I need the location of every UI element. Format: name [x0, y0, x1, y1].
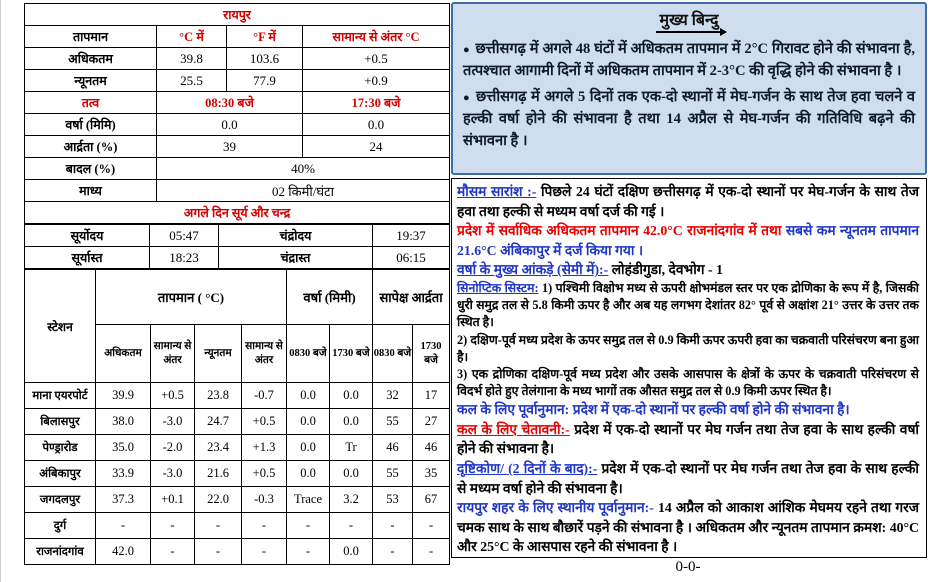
value-cell: 17 [413, 383, 450, 409]
synoptic-item-3: 3) एक द्रोणिका दक्षिण-पूर्व मध्य प्रदेश और उसके आसपास के क्षेत्रों के ऊपर के चक्रवाती परिसंचरण से विदर्भ होते हुए तेलंगाना के मध्य भागों तक औसत समुद्र तल से 0.9 किमी ऊपर स्थित है। [457, 366, 919, 399]
value-cell: +0.5 [303, 48, 450, 70]
local-forecast-paragraph [457, 498, 919, 557]
value-cell: 39 [157, 136, 303, 158]
value-cell: +0.5 [151, 383, 195, 409]
value-cell: +1.3 [242, 435, 287, 461]
value-cell: 0.0 [303, 114, 450, 136]
outlook-body: प्रदेश में एक-दो स्थानों पर मेघ गर्जन तथा तेज हवा के साथ हल्की से मध्यम वर्षा होने की संभावना है। [457, 461, 919, 496]
value-cell: 0.0 [330, 539, 373, 565]
tomorrow-forecast-heading: कल के लिए पूर्वानुमान: [457, 402, 570, 418]
value-cell: 55 [373, 409, 413, 435]
value-cell: +0.5 [242, 461, 287, 487]
value-cell: -0.7 [242, 383, 287, 409]
station-name-cell: दुर्ग [25, 513, 96, 539]
value-cell: 35 [413, 461, 450, 487]
value-cell: +0.1 [151, 487, 195, 513]
outlook-heading: दृष्टिकोण/ (2 दिनों के बाद):- [457, 461, 598, 477]
left-tables-column [24, 3, 449, 565]
value-cell: 21.6 [195, 461, 242, 487]
value-cell: 42.0 [96, 539, 151, 565]
station-row [25, 383, 450, 409]
value-cell: - [373, 513, 413, 539]
station-row [25, 539, 450, 565]
row-label: वर्षा (मिमि) [25, 114, 157, 136]
value-cell: 0.0 [287, 409, 330, 435]
table-row [25, 26, 450, 48]
table-row [25, 92, 450, 114]
value-cell: - [287, 513, 330, 539]
value-cell: 24 [303, 136, 450, 158]
station-column-header: स्टेशन [25, 270, 96, 383]
cloud-value: 40% [157, 158, 450, 180]
row-label: न्यूनतम [25, 70, 157, 92]
temperature-group-header: तापमान ( °C) [96, 270, 287, 325]
station-observations-table [24, 269, 450, 565]
tomorrow-forecast-body: प्रदेश में एक-दो स्थानों पर हल्की वर्षा होने की संभावना है। [569, 402, 850, 418]
tomorrow-forecast-paragraph [457, 400, 919, 420]
key-points-title-wrap [463, 8, 915, 33]
city-title: रायपुर [25, 4, 450, 26]
value-cell: - [373, 539, 413, 565]
time-header-0830: 08:30 बजे [157, 92, 303, 114]
city-summary-table [24, 3, 450, 224]
value-cell: - [287, 539, 330, 565]
forecast-text-box [451, 178, 927, 575]
station-row [25, 513, 450, 539]
value-cell: 46 [413, 435, 450, 461]
value-cell: 3.2 [330, 487, 373, 513]
value-cell: - [413, 539, 450, 565]
value-cell: -3.0 [151, 461, 195, 487]
value-cell: 77.9 [227, 70, 303, 92]
weather-summary-heading: मौसम सारांश :- [457, 184, 537, 199]
station-name-cell: पेण्ड्रारोड [25, 435, 96, 461]
subheader-cell: 0830 बजे [373, 325, 413, 383]
table-row [25, 158, 450, 180]
synoptic-heading: सिनोप्टिक सिस्टम: [457, 280, 539, 295]
table-row [25, 48, 450, 70]
value-cell: 35.0 [96, 435, 151, 461]
table-row [25, 270, 450, 325]
table-row [25, 114, 450, 136]
row-label: माध्य [25, 180, 157, 202]
time-header-1730: 17:30 बजे [303, 92, 450, 114]
value-cell: 39.9 [96, 383, 151, 409]
station-name-cell: राजनांदगांव [25, 539, 96, 565]
value-cell: - [330, 513, 373, 539]
key-points-box [451, 2, 927, 175]
departure-header: सामान्य से अंतर °C [303, 26, 450, 48]
table-row [25, 225, 450, 247]
value-cell: - [96, 513, 151, 539]
station-row [25, 487, 450, 513]
row-label: आर्द्रता (%) [25, 136, 157, 158]
value-cell: 24.7 [195, 409, 242, 435]
weather-summary-paragraph [457, 182, 919, 221]
station-name-cell: जगदलपुर [25, 487, 96, 513]
key-point-item: ● छत्तीसगढ़ में अगले 48 घंटों में अधिकतम तापमान में 2°C गिरावट होने की संभावना है, तत्पश्चात आगामी दिनों में अधिकतम तापमान में 2-3°C की वृद्धि होने की संभावना है । [463, 39, 915, 83]
warning-heading: कल के लिए चेतावनी:- [457, 421, 570, 437]
value-cell: -3.0 [151, 409, 195, 435]
rainfall-figures-paragraph [457, 260, 919, 280]
moonset-value: 06:15 [373, 247, 450, 269]
weather-summary-body: पिछले 24 घंटों दक्षिण छत्तीसगढ़ में एक-दो स्थानों पर मेघ-गर्जन के साथ तेज हवा तथा हल्की से मध्यम वर्षा दर्ज की गई । [457, 184, 919, 219]
value-cell: Trace [287, 487, 330, 513]
value-cell: 33.9 [96, 461, 151, 487]
sun-moon-table [24, 224, 450, 269]
value-cell: - [242, 539, 287, 565]
value-cell: 103.6 [227, 48, 303, 70]
table-row [25, 70, 450, 92]
synoptic-item-1: 1) पश्चिमी विक्षोभ मध्य से ऊपरी क्षोभमंडल स्तर पर एक द्रोणिका के रूप में है, जिसकी धुरी समुद्र तल से 5.8 किमी ऊपर है और अब यह लगभग देशांतर 82° पूर्व से अक्षांश 21° उत्तर के उत्तर तक स्थित है। [457, 280, 919, 330]
max-temp-statement: प्रदेश में सर्वाधिक अधिकतम तापमान 42.0°C राजनांदगांव में तथा [457, 223, 786, 239]
sunset-value: 18:23 [150, 247, 219, 269]
value-cell: +0.5 [242, 409, 287, 435]
station-name-cell: माना एयरपोर्ट [25, 383, 96, 409]
sunset-label: सूर्यास्त [25, 247, 150, 269]
value-cell: - [195, 539, 242, 565]
table-row [25, 4, 450, 26]
value-cell: -0.3 [242, 487, 287, 513]
value-cell: Tr [330, 435, 373, 461]
value-cell: 0.0 [287, 461, 330, 487]
value-cell: 39.8 [157, 48, 227, 70]
table-row [25, 202, 450, 224]
table-row [25, 247, 450, 269]
value-cell: - [151, 539, 195, 565]
value-cell: 0.0 [330, 409, 373, 435]
rainfall-figures-heading: वर्षा के मुख्य आंकड़े (सेमी में):- [457, 262, 609, 278]
station-row [25, 461, 450, 487]
humidity-group-header: सापेक्ष आर्द्रता [373, 270, 450, 325]
value-cell: 32 [373, 383, 413, 409]
subheader-cell: 1730 बजे [413, 325, 450, 383]
subheader-cell: अधिकतम [96, 325, 151, 383]
value-cell: 67 [413, 487, 450, 513]
sunrise-value: 05:47 [150, 225, 219, 247]
value-cell: 55 [373, 461, 413, 487]
value-cell: +0.9 [303, 70, 450, 92]
min-temp-statement: सबसे कम न्यूनतम तापमान 21.6°C अंबिकापुर में दर्ज किया गया । [457, 223, 919, 258]
end-of-bulletin-mark: 0-0- [675, 558, 701, 575]
value-cell: 23.8 [195, 383, 242, 409]
subheader-cell: 1730 बजे [330, 325, 373, 383]
subheader-cell: 0830 बजे [287, 325, 330, 383]
value-cell: 46 [373, 435, 413, 461]
value-cell: 0.0 [157, 114, 303, 136]
rain-group-header: वर्षा (मिमी) [287, 270, 373, 325]
value-cell: 25.5 [157, 70, 227, 92]
subheader-cell: सामान्य से अंतर [151, 325, 195, 383]
warning-paragraph [457, 420, 919, 459]
value-cell: 22.0 [195, 487, 242, 513]
wind-value: 02 किमी/घंटा [157, 180, 450, 202]
value-cell: - [195, 513, 242, 539]
value-cell: 37.3 [96, 487, 151, 513]
synoptic-paragraph [457, 280, 919, 400]
fahrenheit-header: °F में [227, 26, 303, 48]
moonrise-label: चंद्रोदय [219, 225, 373, 247]
outlook-paragraph [457, 459, 919, 498]
temp-header-label: तापमान [25, 26, 157, 48]
sun-moon-section-header: अगले दिन सूर्य और चन्द्र [25, 202, 450, 224]
value-cell: 0.0 [330, 383, 373, 409]
key-points-title: मुख्य बिन्दु [656, 8, 723, 33]
moonset-label: चंद्रास्त [219, 247, 373, 269]
warning-body: प्रदेश में एक-दो स्थानों पर मेघ गर्जन तथा तेज हवा के साथ हल्की वर्षा होने की संभावना है। [457, 421, 919, 457]
station-row [25, 409, 450, 435]
moonrise-value: 19:37 [373, 225, 450, 247]
local-forecast-heading: रायपुर शहर के लिए स्थानीय पूर्वानुमान:- [457, 500, 654, 516]
table-row [25, 136, 450, 158]
sunrise-label: सूर्योदय [25, 225, 150, 247]
subheader-cell: सामान्य से अंतर [242, 325, 287, 383]
table-row [25, 180, 450, 202]
celsius-header: °C में [157, 26, 227, 48]
subheader-cell: न्यूनतम [195, 325, 242, 383]
row-label: अधिकतम [25, 48, 157, 70]
value-cell: 53 [373, 487, 413, 513]
element-header-label: तत्व [25, 92, 157, 114]
value-cell: - [413, 513, 450, 539]
value-cell: 0.0 [287, 435, 330, 461]
value-cell: 23.4 [195, 435, 242, 461]
extremes-paragraph [457, 221, 919, 260]
value-cell: -2.0 [151, 435, 195, 461]
synoptic-item-2: 2) दक्षिण-पूर्व मध्य प्रदेश के ऊपर समुद्र तल से 0.9 किमी ऊपर ऊपरी हवा का चक्रवाती परिसंचरण बना हुआ है। [457, 332, 919, 364]
row-label: बादल (%) [25, 158, 157, 180]
value-cell: - [151, 513, 195, 539]
value-cell: 0.0 [287, 383, 330, 409]
value-cell: - [242, 513, 287, 539]
value-cell: 38.0 [96, 409, 151, 435]
value-cell: 0.0 [330, 461, 373, 487]
key-point-item: ● छत्तीसगढ़ में अगले 5 दिनों तक एक-दो स्थानों में मेघ-गर्जन के साथ तेज हवा चलने व हल्की वर्षा होने की संभावना है तथा 14 अप्रैल से मेघ-गर्जन की गतिविधि बढ़ने की संभावना है । [463, 87, 915, 153]
station-name-cell: अंबिकापुर [25, 461, 96, 487]
rainfall-figures-body: लोहंडीगुडा, देवभोग - 1 [608, 262, 723, 278]
value-cell: 27 [413, 409, 450, 435]
local-forecast-body: 14 अप्रैल को आकाश आंशिक मेघमय रहने तथा गरज चमक साथ के साथ बौछारें पड़ने की संभावना है । अधिकतम और न्यूनतम तापमान क्रमश: 40°C और 25°C के आसपास रहने की संभावना है । [457, 500, 919, 555]
station-name-cell: बिलासपुर [25, 409, 96, 435]
station-row [25, 435, 450, 461]
